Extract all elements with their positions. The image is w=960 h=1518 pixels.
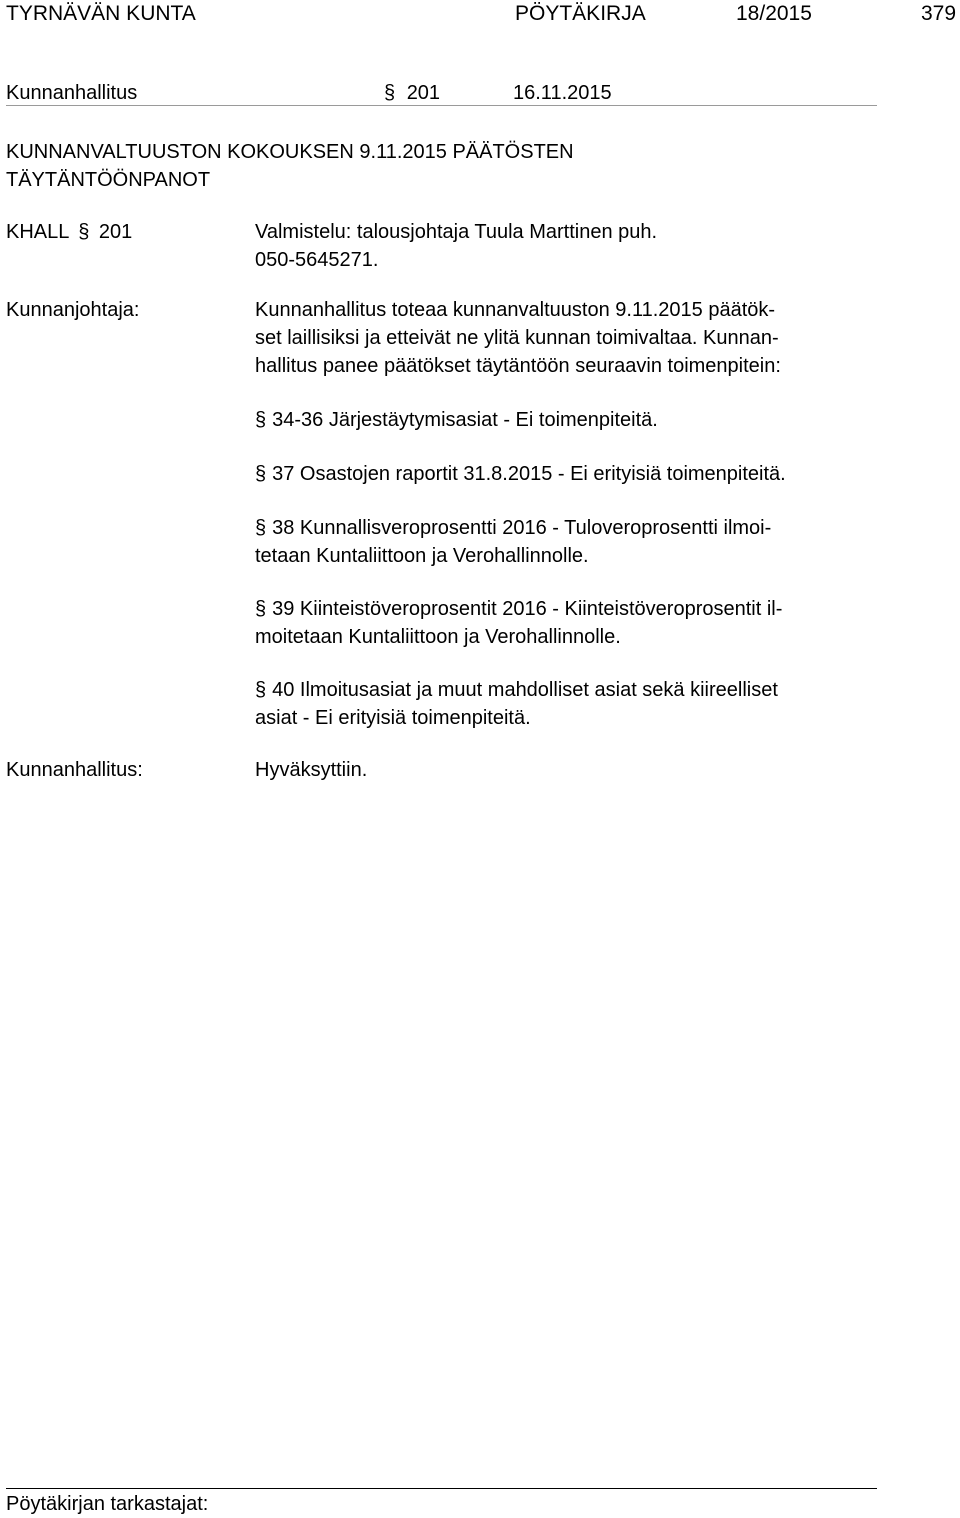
list-item-text: 38 Kunnallisveroprosentti 2016 - Tuloveroprosentti ilmoi- [272, 517, 772, 539]
khall-section-number: 201 [98, 221, 133, 243]
section-sign: § [255, 409, 267, 431]
section-sign: § [384, 82, 396, 104]
list-item-text: 40 Ilmoitusasiat ja muut mahdolliset asiat sekä kiireelliset [272, 679, 778, 701]
list-item-text: 34-36 Järjestäytymisasiat - Ei toimenpiteitä. [272, 409, 658, 431]
list-item [255, 595, 782, 651]
section-sign: § [255, 517, 267, 539]
document-number: 18/2015 [736, 2, 812, 25]
khall-label [6, 222, 132, 242]
proposal-label: Kunnanjohtaja: [6, 299, 140, 321]
agenda-title-line: TÄYTÄNTÖÖNPANOT [6, 169, 211, 191]
meeting-section-number: 201 [406, 82, 441, 104]
meeting-body: Kunnanhallitus [6, 82, 138, 104]
list-item-text: moitetaan Kuntaliittoon ja Verohallinnolle. [255, 626, 621, 648]
list-item-text: 39 Kiinteistöveroprosentit 2016 - Kiinteistöveroprosentit il- [272, 598, 783, 620]
meeting-section [384, 83, 440, 103]
proposal-text [255, 296, 781, 380]
list-item [255, 406, 658, 434]
meeting-date: 16.11.2015 [513, 82, 612, 104]
proposal-line: hallitus panee päätökset täytäntöön seuraavin toimenpitein: [255, 355, 781, 377]
section-sign: § [78, 221, 90, 243]
list-item [255, 676, 778, 732]
agenda-title-line: KUNNANVALTUUSTON KOKOUKSEN 9.11.2015 PÄÄTÖSTEN [6, 141, 574, 163]
list-item [255, 460, 786, 488]
footer-divider [6, 1488, 877, 1489]
section-sign: § [255, 598, 267, 620]
list-item-text: 37 Osastojen raportit 31.8.2015 - Ei erityisiä toimenpiteitä. [272, 463, 786, 485]
preparation-info [255, 218, 657, 274]
proposal-line: set laillisiksi ja etteivät ne ylitä kunnan toimivaltaa. Kunnan- [255, 327, 779, 349]
khall-label-text: KHALL [6, 221, 69, 243]
header-divider [6, 105, 877, 106]
list-item-text: asiat - Ei erityisiä toimenpiteitä. [255, 707, 531, 729]
preparation-line: 050-5645271. [255, 249, 379, 271]
decision-text: Hyväksyttiin. [255, 759, 368, 781]
document-type: PÖYTÄKIRJA [515, 2, 646, 25]
list-item-text: tetaan Kuntaliittoon ja Verohallinnolle. [255, 545, 589, 567]
section-sign: § [255, 463, 267, 485]
footer-label: Pöytäkirjan tarkastajat: [6, 1493, 209, 1515]
municipality-name: TYRNÄVÄN KUNTA [6, 2, 196, 25]
decision-label: Kunnanhallitus: [6, 759, 143, 781]
page-number: 379 [921, 2, 957, 25]
proposal-line: Kunnanhallitus toteaa kunnanvaltuuston 9.11.2015 päätök- [255, 299, 776, 321]
section-sign: § [255, 679, 267, 701]
agenda-title [6, 138, 574, 194]
preparation-line: Valmistelu: talousjohtaja Tuula Marttinen puh. [255, 221, 658, 243]
list-item [255, 514, 771, 570]
